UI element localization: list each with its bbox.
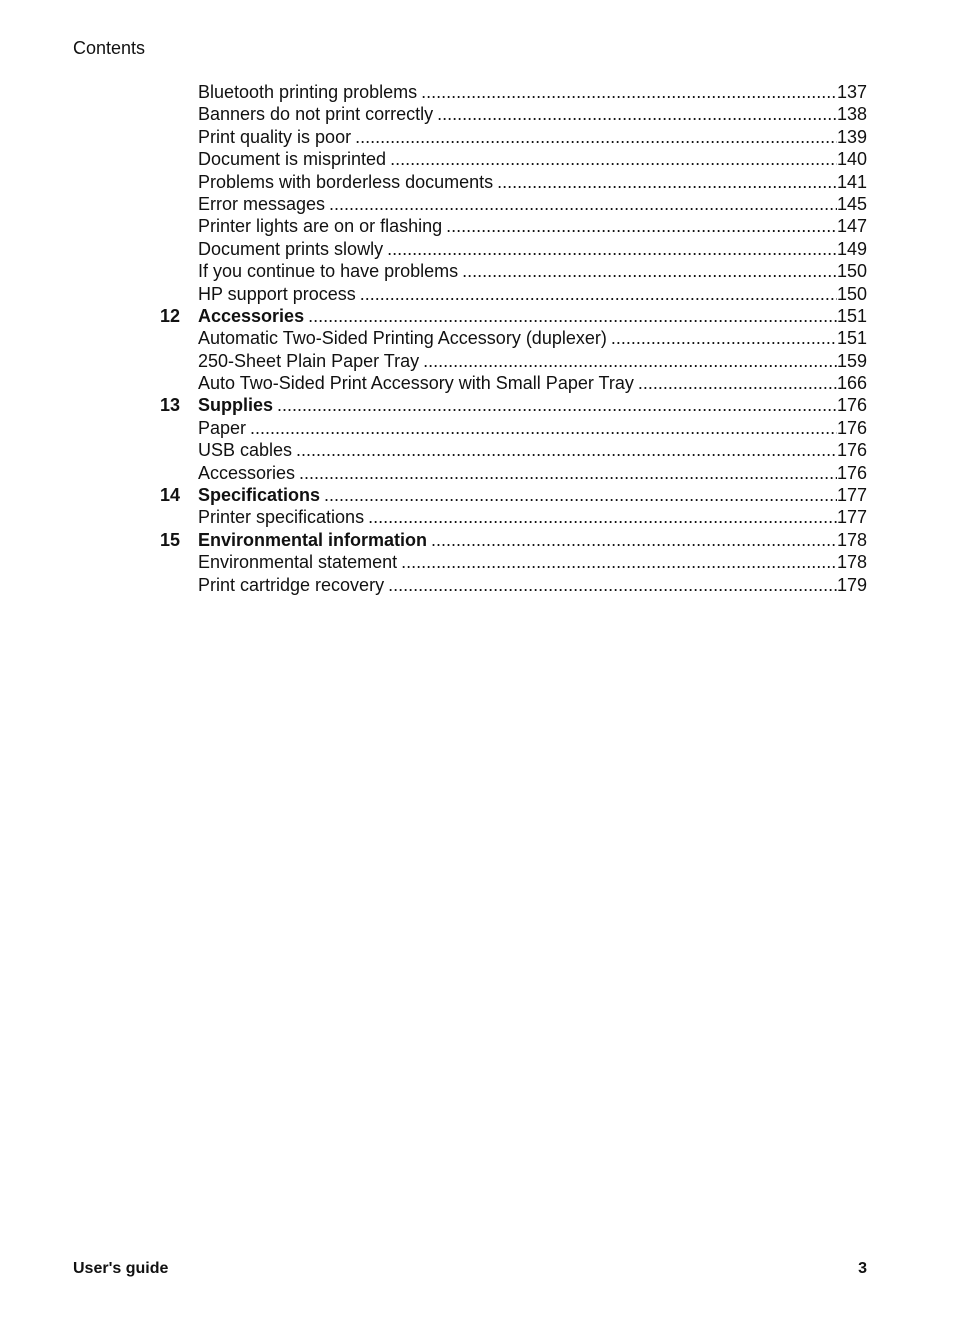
toc-chapter-row	[160, 394, 867, 416]
toc-entry-title: Environmental statement	[198, 552, 398, 573]
toc-entry-title: Accessories	[198, 462, 296, 483]
toc-entry[interactable]	[198, 350, 867, 372]
toc-entry[interactable]	[198, 193, 867, 215]
toc-entry-title: Printer lights are on or flashing	[198, 216, 443, 237]
toc-page-number: 176	[836, 395, 867, 416]
toc-page-number: 177	[836, 485, 867, 506]
toc-entry[interactable]	[198, 574, 867, 596]
toc-page-number: 151	[836, 328, 867, 349]
toc-page-number: 150	[836, 283, 867, 304]
toc-row	[160, 215, 867, 237]
toc-row	[160, 506, 867, 528]
dot-leader	[421, 81, 837, 103]
toc-row	[160, 103, 867, 125]
toc-page-number: 139	[836, 126, 867, 147]
toc-entry-title: Auto Two-Sided Print Accessory with Small Paper Tray	[198, 373, 634, 394]
toc-entry-title: Document is misprinted	[198, 149, 387, 170]
toc-entry-title: Print quality is poor	[198, 126, 352, 147]
toc-entry[interactable]	[198, 462, 867, 484]
dot-leader	[277, 394, 837, 416]
toc-chapter-row	[160, 305, 867, 327]
toc-row	[160, 372, 867, 394]
toc-entry-title: Bluetooth printing problems	[198, 82, 418, 102]
dot-leader	[329, 193, 837, 215]
toc-row	[160, 171, 867, 193]
toc-row	[160, 148, 867, 170]
toc-row	[160, 327, 867, 349]
toc-row	[160, 283, 867, 305]
toc-entry-title: Document prints slowly	[198, 238, 384, 259]
toc-entry-title: If you continue to have problems	[198, 261, 459, 282]
toc-row	[160, 439, 867, 461]
toc-page-number: 176	[836, 417, 867, 438]
dot-leader	[431, 529, 837, 551]
dot-leader	[497, 171, 837, 193]
chapter-number: 15	[160, 529, 181, 550]
toc-entry-title: Error messages	[198, 193, 326, 214]
toc-page-number: 149	[836, 238, 867, 259]
toc-entry-title: Problems with borderless documents	[198, 171, 494, 192]
toc-entry[interactable]	[198, 372, 867, 394]
toc-row	[160, 574, 867, 596]
chapter-number: 14	[160, 485, 181, 506]
toc-entry[interactable]	[198, 305, 867, 327]
dot-leader	[437, 103, 837, 125]
toc-entry[interactable]	[198, 327, 867, 349]
dot-leader	[401, 551, 837, 573]
toc-entry[interactable]	[198, 126, 867, 148]
chapter-number: 12	[160, 305, 181, 326]
toc-entry[interactable]	[198, 529, 867, 551]
dot-leader	[638, 372, 837, 394]
dot-leader	[250, 417, 837, 439]
dot-leader	[446, 215, 837, 237]
toc-entry[interactable]	[198, 148, 867, 170]
toc-entry[interactable]	[198, 215, 867, 237]
toc-entry[interactable]	[198, 394, 867, 416]
toc-row	[160, 551, 867, 573]
toc-entry-title: Banners do not print correctly	[198, 104, 434, 125]
toc-row	[160, 81, 867, 103]
toc-entry-title: Supplies	[198, 395, 274, 416]
dot-leader	[308, 305, 837, 327]
toc-page-number: 137	[836, 82, 867, 102]
dot-leader	[462, 260, 837, 282]
toc-page-number: 150	[836, 261, 867, 282]
toc-entry[interactable]	[198, 81, 867, 103]
toc-row	[160, 260, 867, 282]
toc-row	[160, 193, 867, 215]
toc-entry-title: USB cables	[198, 440, 293, 461]
dot-leader	[355, 126, 837, 148]
toc-entry[interactable]	[198, 439, 867, 461]
toc-page-number: 176	[836, 462, 867, 483]
toc-entry-title: 250-Sheet Plain Paper Tray	[198, 350, 420, 371]
toc-entry-title: Environmental information	[198, 529, 428, 550]
toc-entry-title: Specifications	[198, 485, 321, 506]
footer-page-number: 3	[858, 1260, 867, 1277]
toc-row	[160, 238, 867, 260]
footer-guide-title: User's guide	[73, 1260, 169, 1277]
toc-page-number: 140	[836, 149, 867, 170]
dot-leader	[360, 283, 837, 305]
toc-entry-title: Accessories	[198, 305, 305, 326]
table-of-contents	[160, 81, 867, 596]
dot-leader	[388, 574, 837, 596]
toc-entry-title: Paper	[198, 417, 247, 438]
toc-row	[160, 462, 867, 484]
dot-leader	[368, 506, 837, 528]
toc-entry-title: Print cartridge recovery	[198, 574, 385, 595]
toc-entry[interactable]	[198, 506, 867, 528]
toc-entry[interactable]	[198, 103, 867, 125]
toc-page-number: 147	[836, 216, 867, 237]
toc-entry[interactable]	[198, 551, 867, 573]
dot-leader	[390, 148, 837, 170]
dot-leader	[324, 484, 837, 506]
toc-page-number: 166	[836, 373, 867, 394]
toc-chapter-row	[160, 529, 867, 551]
toc-entry[interactable]	[198, 171, 867, 193]
toc-page-number: 151	[836, 305, 867, 326]
dot-leader	[387, 238, 837, 260]
toc-chapter-row	[160, 484, 867, 506]
toc-entry[interactable]	[198, 260, 867, 282]
toc-row	[160, 126, 867, 148]
toc-entry-title: Automatic Two-Sided Printing Accessory (duplexer)	[198, 328, 607, 349]
toc-page-number: 177	[836, 507, 867, 528]
toc-page-number: 176	[836, 440, 867, 461]
running-header: Contents	[73, 38, 146, 58]
toc-page-number: 178	[836, 529, 867, 550]
toc-row	[160, 350, 867, 372]
toc-page-number: 159	[836, 350, 867, 371]
toc-entry[interactable]	[198, 417, 867, 439]
chapter-number: 13	[160, 395, 181, 416]
toc-page-number: 138	[836, 104, 867, 125]
dot-leader	[299, 462, 837, 484]
dot-leader	[296, 439, 837, 461]
dot-leader	[611, 327, 837, 349]
toc-page-number: 178	[836, 552, 867, 573]
toc-entry[interactable]	[198, 484, 867, 506]
dot-leader	[423, 350, 837, 372]
toc-row	[160, 417, 867, 439]
toc-entry[interactable]	[198, 238, 867, 260]
toc-entry-title: Printer specifications	[198, 507, 365, 528]
toc-page-number: 145	[836, 193, 867, 214]
toc-page-number: 141	[836, 171, 867, 192]
toc-entry-title: HP support process	[198, 283, 356, 304]
toc-entry[interactable]	[198, 283, 867, 305]
toc-page-number: 179	[836, 574, 867, 595]
